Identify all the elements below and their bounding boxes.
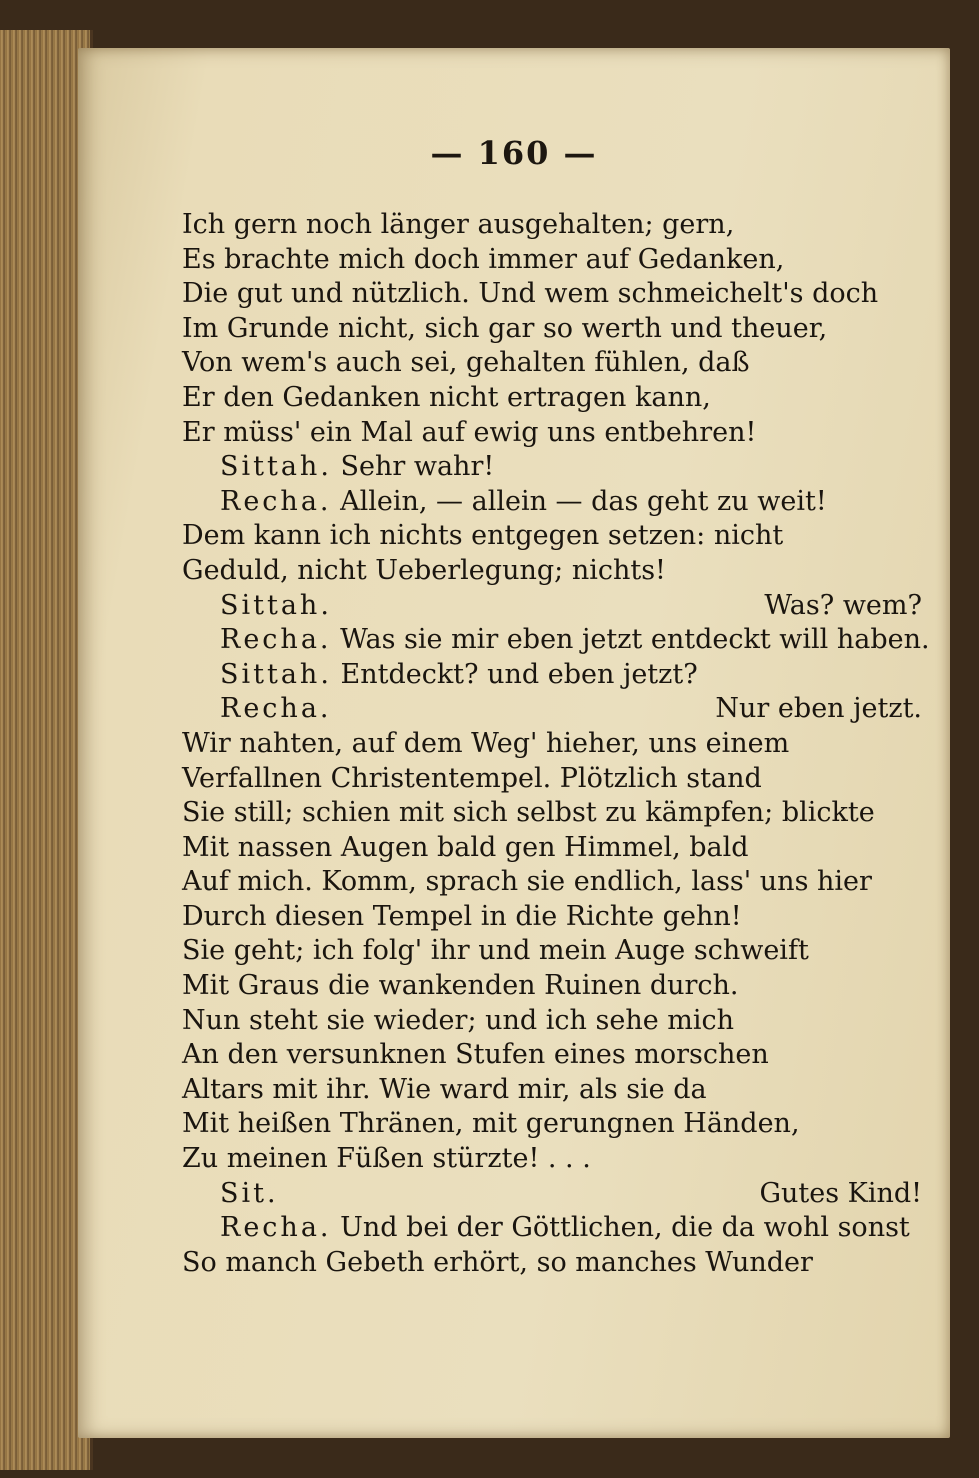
line-text: Und bei der Göttlichen, die da wohl sonst [331,1212,910,1244]
text-line [182,692,922,727]
text-line [182,762,922,797]
line-text: Wir nahten, auf dem Weg' hieher, uns einem [182,727,790,759]
line-text: Nur eben jetzt. [715,693,922,725]
line-text: Er müss' ein Mal auf ewig uns entbehren! [182,416,757,448]
line-text: Dem kann ich nichts entgegen setzen: nicht [182,520,784,552]
line-text: Von wem's auch sei, gehalten fühlen, daß [182,347,750,379]
text-line [182,796,922,831]
line-text: So manch Gebeth erhört, so manches Wunder [182,1246,813,1278]
text-line [182,208,922,243]
text-line [182,1142,922,1177]
line-text: Es brachte mich doch immer auf Gedanken, [182,243,785,275]
text-line [182,934,922,969]
text-line [182,277,922,312]
line-text: Mit heißen Thränen, mit gerungnen Händen, [182,1108,800,1140]
text-line [182,1107,922,1142]
text-line [182,450,922,485]
text-line [182,1246,922,1281]
book-page [78,48,950,1438]
line-text: Verfallnen Christentempel. Plötzlich stand [182,762,762,794]
speaker-name: Sit. [220,1177,279,1209]
line-text: Entdeckt? und eben jetzt? [331,658,698,690]
text-line [182,519,922,554]
speaker-name: Sittah. [220,589,332,621]
text-line [182,969,922,1004]
line-text: Sehr wahr! [331,451,495,483]
speaker-name: Recha. [220,485,332,517]
line-text: Er den Gedanken nicht ertragen kann, [182,381,711,413]
line-text: Allein, — allein — das geht zu weit! [331,485,827,517]
line-text: Ich gern noch länger ausgehalten; gern, [182,209,735,240]
text-line [182,727,922,762]
text-line [182,485,922,520]
text-line [182,346,922,381]
text-line [182,589,922,624]
line-text: Mit Graus die wankenden Ruinen durch. [182,970,739,1002]
line-text: Gutes Kind! [759,1177,922,1209]
line-text: Die gut und nützlich. Und wem schmeichelt's doch [182,278,879,310]
line-text: Durch diesen Tempel in die Richte gehn! [182,900,742,932]
text-line [182,1073,922,1108]
text-line [182,243,922,278]
line-text: Sie geht; ich folg' ihr und mein Auge schweift [182,935,809,967]
line-text: An den versunknen Stufen eines morschen [182,1039,769,1071]
text-line [182,900,922,935]
speaker-name: Recha. [220,693,332,725]
speaker-name: Sittah. [220,658,332,690]
line-text: Auf mich. Komm, sprach sie endlich, lass' uns hier [182,866,872,898]
speaker-name: Recha. [220,624,332,656]
verse-text [182,208,930,1280]
text-line [182,658,922,693]
text-line [182,1038,922,1073]
line-text: Mit nassen Augen bald gen Himmel, bald [182,831,749,863]
text-line [182,1004,922,1039]
line-text: Geduld, nicht Ueberlegung; nichts! [182,554,666,586]
line-text: Sie still; schien mit sich selbst zu kämpfen; blickte [182,797,875,829]
line-text: Nun steht sie wieder; und ich sehe mich [182,1004,735,1036]
text-line [182,1177,922,1212]
text-line [182,865,922,900]
text-line [182,381,922,416]
page-number: — 160 — [430,134,598,172]
line-text: Im Grunde nicht, sich gar so werth und theuer, [182,312,828,344]
text-line [182,554,922,589]
text-line [182,831,922,866]
line-text: Zu meinen Füßen stürzte! . . . [182,1143,591,1175]
text-line [182,1211,922,1246]
line-text: Was sie mir eben jetzt entdeckt will haben. [331,624,930,656]
text-line [182,416,922,451]
text-line [182,312,922,347]
line-text: Altars mit ihr. Wie ward mir, als sie da [182,1073,707,1105]
speaker-name: Recha. [220,1212,332,1244]
text-line [182,623,930,658]
line-text: Was? wem? [764,589,922,621]
speaker-name: Sittah. [220,451,332,483]
